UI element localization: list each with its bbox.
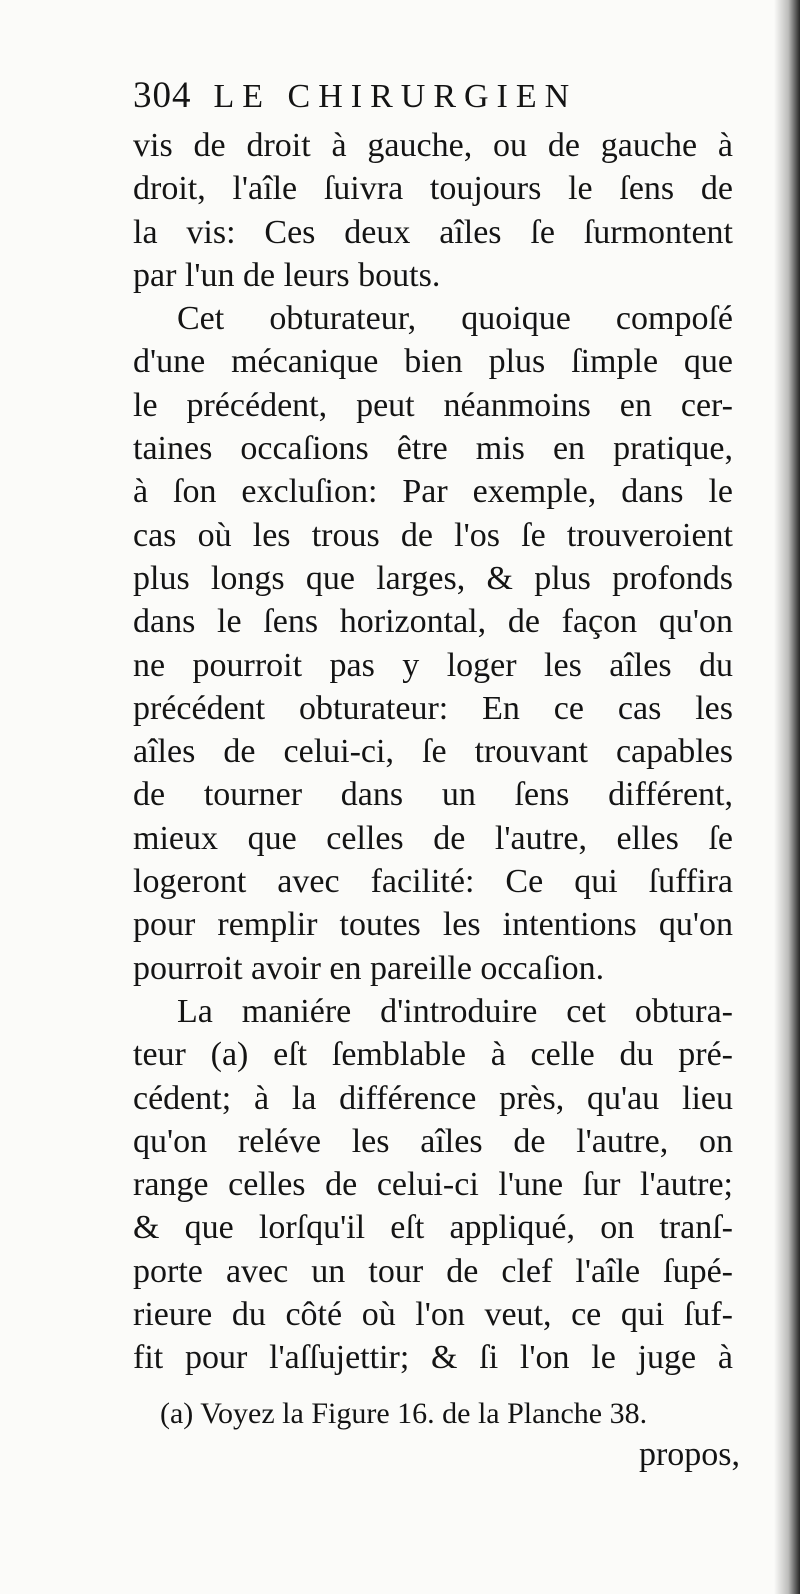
- page-header: [133, 70, 733, 122]
- footnote: (a) Voyez la Figure 16. de la Planche 38.: [160, 1397, 648, 1430]
- page-edge-shadow: [774, 0, 800, 1594]
- page-number: 304: [133, 75, 192, 116]
- text-line: La maniére d'introduire cet obtura-: [177, 992, 733, 1030]
- text-line: plus longs que larges, & plus profonds: [133, 559, 733, 597]
- text-line: & que lorſqu'il eſt appliqué, on tranſ-: [133, 1209, 733, 1247]
- text-line: dans le ſens horizontal, de façon qu'on: [133, 603, 733, 641]
- text-line: Cet obturateur, quoique compoſé: [177, 300, 733, 338]
- text-line: range celles de celui-ci l'une ſur l'autre;: [133, 1166, 733, 1204]
- text-line: par l'un de leurs bouts.: [133, 256, 441, 294]
- text-line: pourroit avoir en pareille occaſion.: [133, 949, 605, 987]
- text-line: porte avec un tour de clef l'aîle ſupé-: [133, 1252, 733, 1290]
- text-line: qu'on reléve les aîles de l'autre, on: [133, 1122, 733, 1160]
- text-line: aîles de celui-ci, ſe trouvant capables: [133, 733, 733, 771]
- text-line: ne pourroit pas y loger les aîles du: [133, 646, 733, 684]
- text-line: de tourner dans un ſens différent,: [133, 776, 733, 814]
- running-head: LE CHIRURGIEN: [213, 78, 578, 115]
- text-line: précédent obturateur: En ce cas les: [133, 689, 733, 727]
- text-line: d'une mécanique bien plus ſimple que: [133, 343, 733, 381]
- text-line: pour remplir toutes les intentions qu'on: [133, 906, 733, 944]
- text-line: à ſon excluſion: Par exemple, dans le: [133, 473, 733, 511]
- text-line: logeront avec facilité: Ce qui ſuffira: [133, 863, 733, 901]
- text-line: cas où les trous de l'os ſe trouveroient: [133, 516, 733, 554]
- text-line: droit, l'aîle ſuivra toujours le ſens de: [133, 170, 733, 208]
- text-line: la vis: Ces deux aîles ſe ſurmontent: [133, 213, 733, 251]
- catchword: propos,: [638, 1436, 740, 1473]
- text-line: rieure du côté où l'on veut, ce qui ſuf-: [133, 1296, 733, 1334]
- text-line: taines occaſions être mis en pratique,: [133, 430, 733, 468]
- text-line: fit pour l'aſſujettir; & ſi l'on le juge à: [133, 1339, 733, 1377]
- text-line: le précédent, peut néanmoins en cer-: [133, 386, 733, 424]
- text-line: cédent; à la différence près, qu'au lieu: [133, 1079, 733, 1117]
- body-text: [133, 124, 733, 1380]
- text-line: mieux que celles de l'autre, elles ſe: [133, 819, 733, 857]
- text-line: vis de droit à gauche, ou de gauche à: [133, 127, 733, 164]
- text-line: teur (a) eſt ſemblable à celle du pré-: [133, 1036, 733, 1074]
